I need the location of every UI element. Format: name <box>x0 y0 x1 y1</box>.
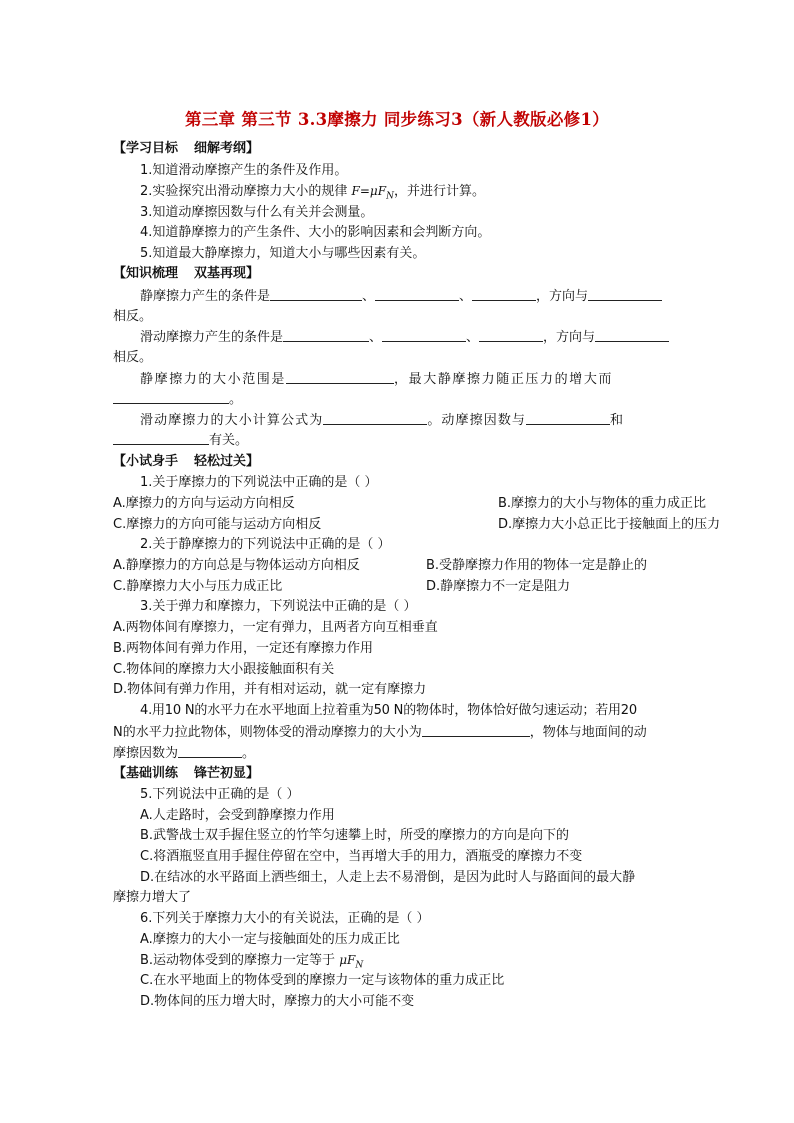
page-title: 第三章 第三节 3.3摩擦力 同步练习3（新人教版必修1） <box>184 110 610 129</box>
fill-static-range-cont <box>113 390 242 408</box>
related-label: 有关。 <box>209 433 249 448</box>
blank-field[interactable] <box>283 328 369 342</box>
goal-item-4: 4.知道静摩擦力的产生条件、大小的影响因素和会判断方向。 <box>140 225 491 240</box>
period: 。 <box>242 746 256 761</box>
fill-sliding-formula <box>140 411 624 429</box>
section-heading-basic-training <box>113 765 259 782</box>
fill-label-2: 。动摩擦因数与 <box>427 413 527 428</box>
q4-text-b: ，物体与地面间的动 <box>529 725 647 740</box>
heading-part-b: 双基再现】 <box>194 266 260 281</box>
question-3: 3.关于弹力和摩擦力，下列说法中正确的是（ ） <box>140 599 417 614</box>
section-heading-quick-test <box>113 453 259 470</box>
heading-part-a: 【小试身手 <box>113 454 179 469</box>
fill-static-conditions <box>140 287 662 305</box>
goal-item-2-text: 2.实验探究出滑动摩擦力大小的规律 <box>140 184 352 199</box>
question-1: 1.关于摩擦力的下列说法中正确的是（ ） <box>140 475 378 490</box>
option-d: D.摩擦力大小总正比于接触面上的压力 <box>498 517 721 532</box>
fill-static-range <box>140 370 613 388</box>
fill-sliding-conditions <box>140 328 669 346</box>
blank-field[interactable] <box>270 287 362 301</box>
option-c: C.摩擦力的方向可能与运动方向相反 <box>113 517 322 532</box>
blank-field[interactable] <box>382 328 466 342</box>
question-6-option-c: C.在水平地面上的物体受到的摩擦力一定与该物体的重力成正比 <box>140 973 505 988</box>
blank-field[interactable] <box>479 328 543 342</box>
question-5-option-d-line-1: D.在结冰的水平路面上洒些细土，人走上去不易滑倒，是因为此时人与路面间的最大静 <box>140 870 636 885</box>
formula-subscript: N <box>355 960 364 971</box>
fill-static-opposite: 相反。 <box>113 309 153 324</box>
question-6-option-a: A.摩擦力的大小一定与接触面处的压力成正比 <box>140 932 400 947</box>
separator: 、 <box>466 330 480 345</box>
and-label: 和 <box>610 413 625 428</box>
fill-label: 滑动摩擦力产生的条件是 <box>140 330 284 345</box>
question-4-line-3 <box>113 744 255 762</box>
question-5-option-c: C.将酒瓶竖直用手握住停留在空中，当再增大手的用力，酒瓶受的摩擦力不变 <box>140 849 583 864</box>
separator: 、 <box>459 289 473 304</box>
fill-label-2: ，最大静摩擦力随正压力的增大而 <box>394 372 614 387</box>
blank-field[interactable] <box>286 370 394 384</box>
fill-label: 滑动摩擦力的大小计算公式为 <box>140 413 324 428</box>
heading-part-a: 【学习目标 <box>113 141 179 156</box>
blank-field[interactable] <box>526 411 610 425</box>
goal-item-5: 5.知道最大静摩擦力，知道大小与哪些因素有关。 <box>140 246 426 261</box>
direction-label: ，方向与 <box>543 330 596 345</box>
question-3-option-d: D.物体间有弹力作用，并有相对运动，就一定有摩擦力 <box>113 682 427 697</box>
goal-item-2 <box>140 183 485 206</box>
question-5-option-a: A.人走路时，会受到静摩擦力作用 <box>140 808 335 823</box>
question-2: 2.关于静摩擦力的下列说法中正确的是（ ） <box>140 537 391 552</box>
question-4-line-1: 4.用10 N的水平力在水平地面上拉着重为50 N的物体时，物体恰好做匀速运动；若用20 <box>140 703 637 718</box>
question-2-options-cd <box>113 578 571 595</box>
blank-field[interactable] <box>375 287 459 301</box>
option-c: C.静摩擦力大小与压力成正比 <box>113 579 283 594</box>
heading-part-b: 锋芒初显】 <box>194 766 260 781</box>
question-6-option-d: D.物体间的压力增大时，摩擦力的大小可能不变 <box>140 994 415 1009</box>
separator: 、 <box>369 330 383 345</box>
question-1-options-cd <box>113 516 721 533</box>
question-5-option-d-line-2: 摩擦力增大了 <box>113 890 192 905</box>
blank-field[interactable] <box>588 287 662 301</box>
q4-text-a: N的水平力拉此物体，则物体受的滑动摩擦力的大小为 <box>113 725 422 740</box>
option-b: B.摩擦力的大小与物体的重力成正比 <box>498 496 707 511</box>
blank-field[interactable] <box>323 411 427 425</box>
heading-part-a: 【知识梳理 <box>113 266 179 281</box>
heading-part-b: 细解考纲】 <box>194 141 260 156</box>
question-3-option-b: B.两物体间有弹力作用，一定还有摩擦力作用 <box>113 641 374 656</box>
goal-item-3: 3.知道动摩擦因数与什么有关并会测量。 <box>140 205 374 220</box>
question-3-option-c: C.物体间的摩擦力大小跟接触面积有关 <box>113 662 335 677</box>
friction-formula: F=μF <box>351 184 387 198</box>
section-heading-learning-goals <box>113 140 259 157</box>
goal-item-1: 1.知道滑动摩擦产生的条件及作用。 <box>140 163 348 178</box>
formula-subscript: N <box>386 191 394 202</box>
blank-field[interactable] <box>422 723 530 737</box>
option-a: A.摩擦力的方向与运动方向相反 <box>113 496 295 511</box>
question-1-options-ab <box>113 495 707 512</box>
option-b-text: B.运动物体受到的摩擦力一定等于 <box>140 953 340 968</box>
fill-label: 静摩擦力产生的条件是 <box>140 289 271 304</box>
period: 。 <box>229 392 243 407</box>
blank-field[interactable] <box>178 744 242 758</box>
question-5: 5.下列说法中正确的是（ ） <box>140 787 300 802</box>
direction-label: ，方向与 <box>536 289 589 304</box>
blank-field[interactable] <box>595 328 669 342</box>
mu-formula: μF <box>339 953 356 967</box>
separator: 、 <box>362 289 376 304</box>
section-heading-knowledge <box>113 265 259 282</box>
question-6: 6.下列关于摩擦力大小的有关说法，正确的是（ ） <box>140 911 430 926</box>
q4-text-c: 摩擦因数为 <box>113 746 179 761</box>
fill-label: 静摩擦力的大小范围是 <box>140 372 287 387</box>
question-5-option-b: B.武警战士双手握住竖立的竹竿匀速攀上时，所受的摩擦力的方向是向下的 <box>140 828 570 843</box>
option-d: D.静摩擦力不一定是阻力 <box>426 579 571 594</box>
fill-sliding-formula-cont <box>113 431 248 449</box>
question-3-option-a: A.两物体间有摩擦力，一定有弹力，且两者方向互相垂直 <box>113 620 438 635</box>
goal-item-2-tail: ，并进行计算。 <box>393 184 485 199</box>
option-a: A.静摩擦力的方向总是与物体运动方向相反 <box>113 558 360 573</box>
option-b: B.受静摩擦力作用的物体一定是静止的 <box>426 558 648 573</box>
blank-field[interactable] <box>113 431 209 445</box>
question-4-line-2 <box>113 723 647 741</box>
blank-field[interactable] <box>472 287 536 301</box>
heading-part-b: 轻松过关】 <box>194 454 260 469</box>
heading-part-a: 【基础训练 <box>113 766 179 781</box>
fill-sliding-opposite: 相反。 <box>113 350 153 365</box>
blank-field[interactable] <box>113 390 229 404</box>
question-2-options-ab <box>113 557 648 574</box>
